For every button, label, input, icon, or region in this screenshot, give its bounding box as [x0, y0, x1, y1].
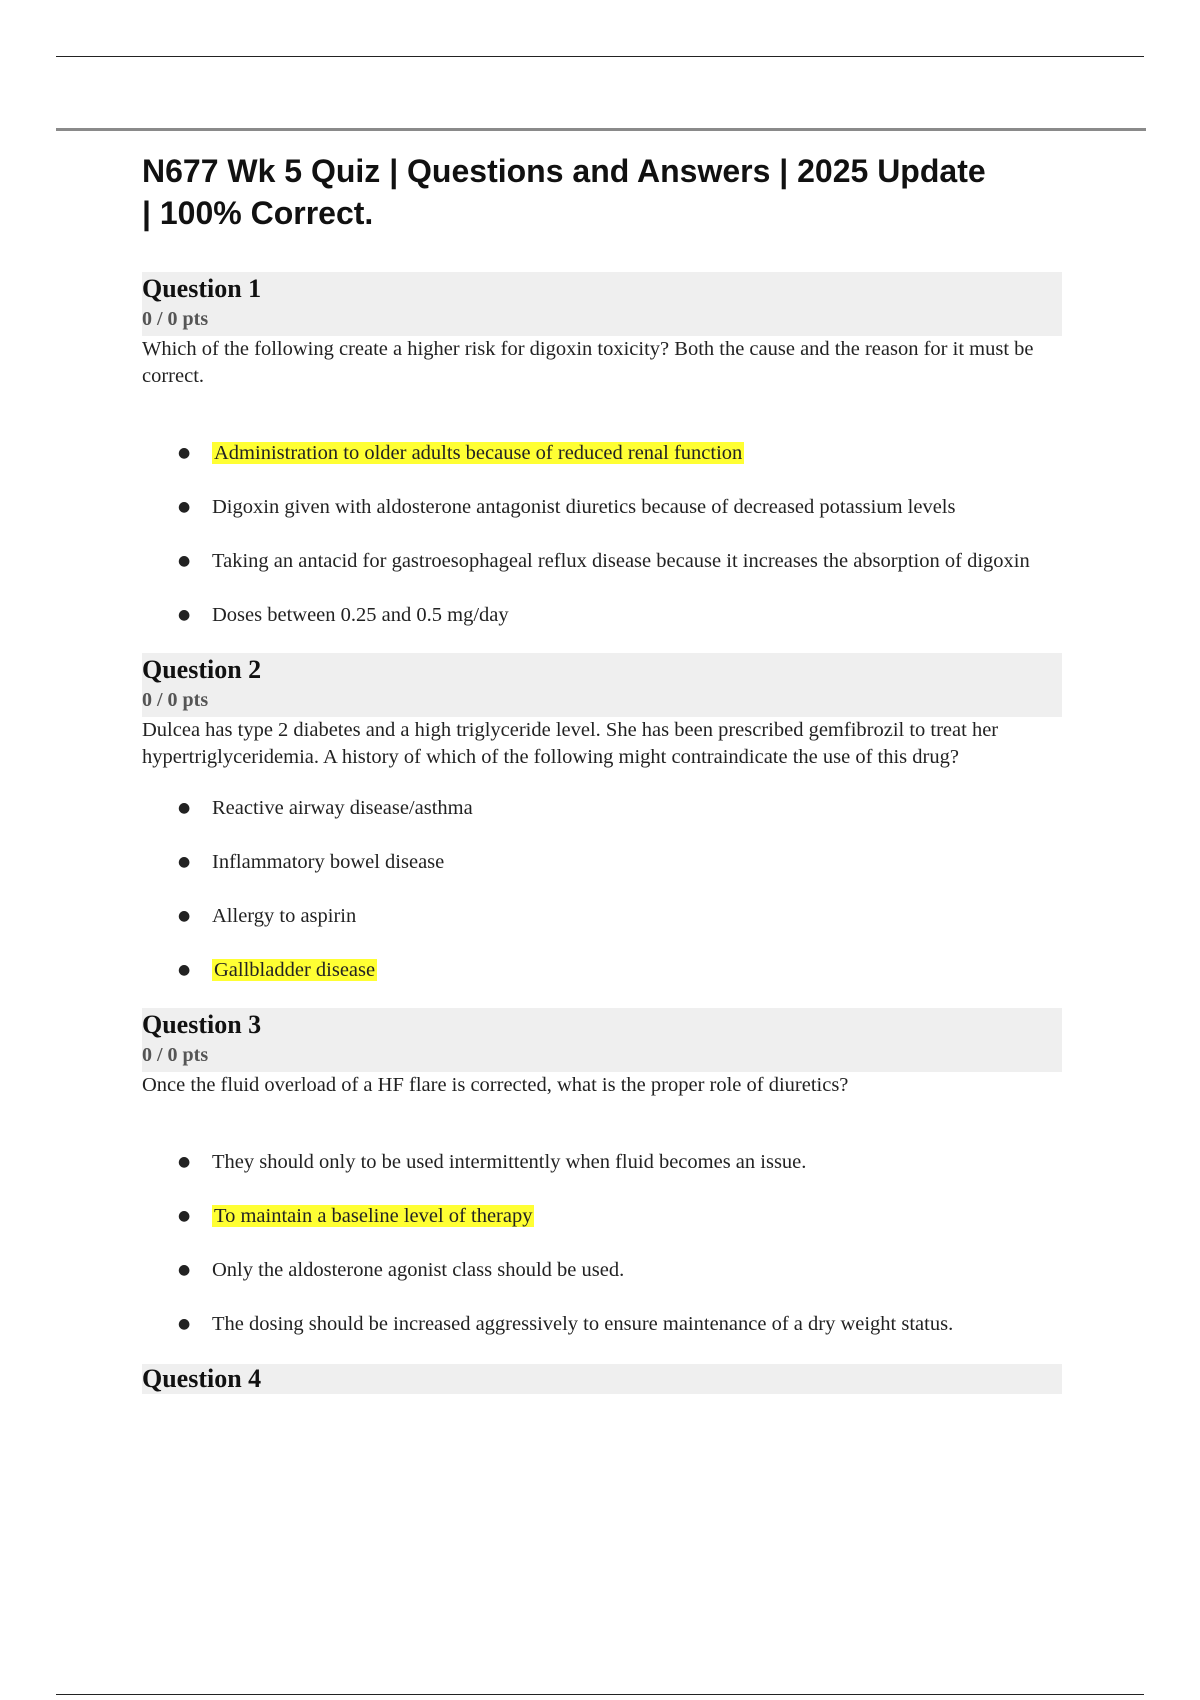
question-title: Question 4	[142, 1364, 262, 1393]
bullet-icon: ●	[178, 553, 191, 569]
bullet-icon: ●	[178, 1262, 191, 1278]
highlighted-answer-text: Administration to older adults because of reduced renal function	[214, 442, 743, 464]
question-points: 0 / 0 pts	[142, 1044, 209, 1066]
answer-text: Inflammatory bowel disease	[212, 851, 445, 873]
question-3	[142, 1008, 1062, 1338]
answer-option	[142, 795, 1052, 822]
answer-text: Only the aldosterone agonist class should be used.	[212, 1259, 625, 1281]
bullet-icon: ●	[178, 607, 191, 623]
question-2	[142, 653, 1062, 984]
answer-option	[142, 494, 1052, 521]
question-text: Dulcea has type 2 diabetes and a high triglyceride level. She has been prescribed gemfibrozil to treat her hypertriglyceridemia. A history of which of the following might contraindicate the use of this drug?	[142, 719, 999, 768]
top-rule	[56, 56, 1144, 57]
question-title: Question 1	[142, 274, 262, 303]
answer-option	[142, 1311, 1052, 1338]
question-header	[142, 653, 1062, 717]
answer-text: They should only to be used intermittently when fluid becomes an issue.	[212, 1151, 807, 1173]
header-rule	[56, 128, 1146, 131]
bullet-icon: ●	[178, 962, 191, 978]
answer-text: Taking an antacid for gastroesophageal reflux disease because it increases the absorption of digoxin	[212, 550, 1030, 572]
answer-option-correct	[142, 1203, 1052, 1230]
bullet-icon: ●	[178, 445, 191, 461]
bullet-icon: ●	[178, 1208, 191, 1224]
answer-text: Doses between 0.25 and 0.5 mg/day	[212, 604, 509, 626]
answer-text: The dosing should be increased aggressively to ensure maintenance of a dry weight status.	[212, 1313, 954, 1335]
bullet-icon: ●	[178, 800, 191, 816]
question-title: Question 3	[142, 1010, 262, 1039]
highlighted-answer-text: To maintain a baseline level of therapy	[214, 1205, 533, 1227]
question-text: Which of the following create a higher risk for digoxin toxicity? Both the cause and the reason for it must be correct.	[142, 338, 1034, 387]
question-header	[142, 1364, 1062, 1394]
answer-text: Digoxin given with aldosterone antagonist diuretics because of decreased potassium levels	[212, 496, 956, 518]
answer-text: Reactive airway disease/asthma	[212, 797, 473, 819]
bullet-icon: ●	[178, 499, 191, 515]
answer-option	[142, 1149, 1052, 1176]
bullet-icon: ●	[178, 908, 191, 924]
question-header	[142, 272, 1062, 336]
bottom-rule	[56, 1694, 1144, 1695]
document-title: N677 Wk 5 Quiz | Questions and Answers | 2025 Update | 100% Correct.	[142, 153, 986, 231]
question-points: 0 / 0 pts	[142, 689, 209, 711]
answer-list	[142, 440, 1062, 629]
question-header	[142, 1008, 1062, 1072]
question-1	[142, 272, 1062, 629]
bullet-icon: ●	[178, 1154, 191, 1170]
answer-option	[142, 903, 1052, 930]
answer-option-correct	[142, 957, 1052, 984]
answer-list	[142, 795, 1062, 984]
answer-option	[142, 1257, 1052, 1284]
bullet-icon: ●	[178, 854, 191, 870]
highlighted-answer-text: Gallbladder disease	[214, 959, 376, 981]
bullet-icon: ●	[178, 1316, 191, 1332]
answer-option	[142, 849, 1052, 876]
answer-option	[142, 602, 1052, 629]
question-title: Question 2	[142, 655, 262, 684]
question-text: Once the fluid overload of a HF flare is corrected, what is the proper role of diuretics?	[142, 1074, 849, 1096]
answer-option	[142, 548, 1052, 575]
answer-list	[142, 1149, 1062, 1338]
question-points: 0 / 0 pts	[142, 308, 209, 330]
question-4	[142, 1364, 1062, 1394]
document-content	[142, 150, 1062, 1394]
answer-option-correct	[142, 440, 1052, 467]
answer-text: Allergy to aspirin	[212, 905, 357, 927]
